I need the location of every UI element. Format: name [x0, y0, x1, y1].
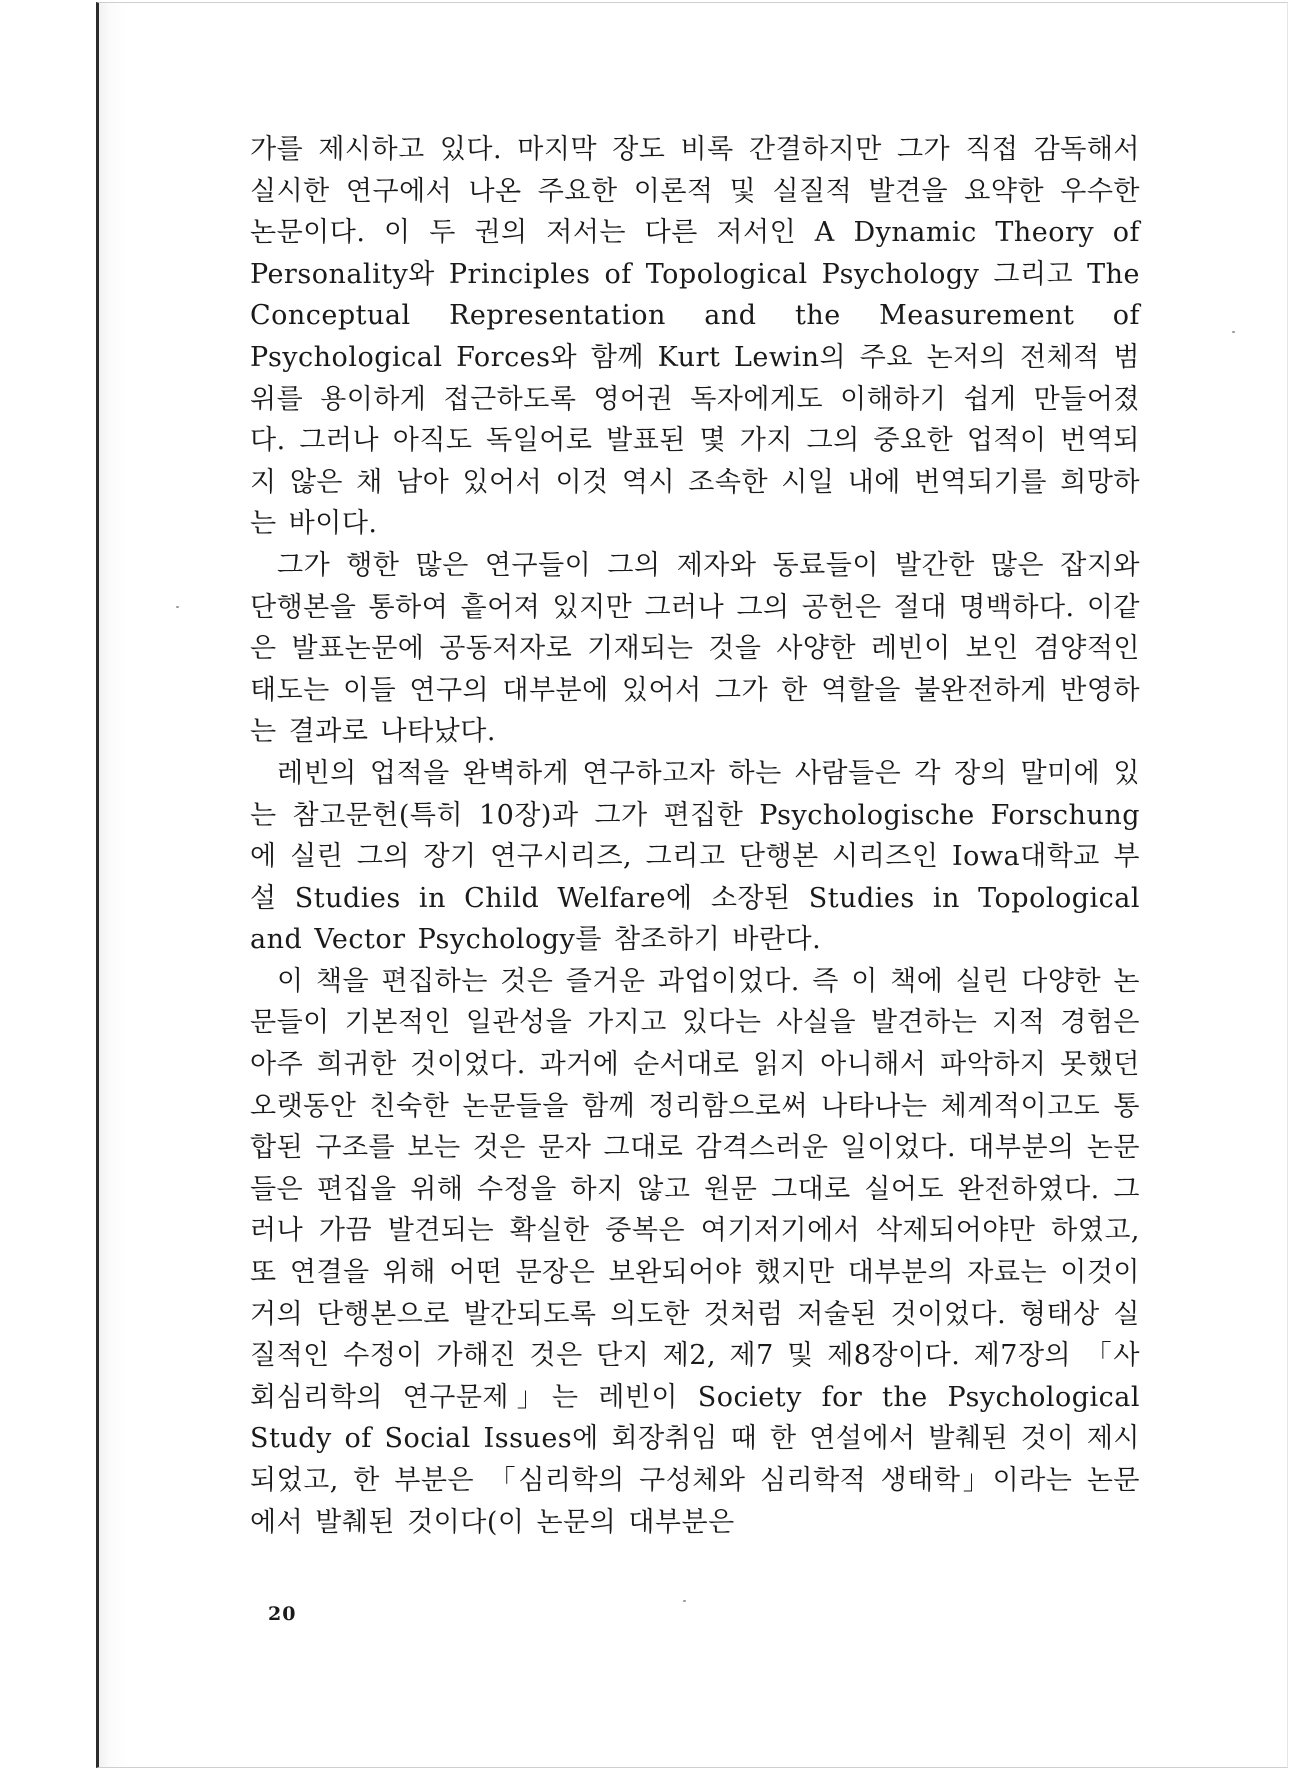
paragraph-4: 이 책을 편집하는 것은 즐거운 과업이었다. 즉 이 책에 실린 다양한 논문들이 기본적인 일관성을 가지고 있다는 사실을 발견하는 지적 경험은 아주 희귀한 것이었다. 과거에 순서대로 읽지 아니해서 파악하지 못했던 오랫동안 친숙한 논문들을 함께 정리함으로써 나타나는 체계적이고도 통합된 구조를 보는 것은 문자 그대로 감격스러운 일이었다. 대부분의 논문들은 편집을 위해 수정을 하지 않고 원문 그대로 실어도 완전하였다. 그러나 가끔 발견되는 확실한 중복은 여기저기에서 삭제되어야만 하였고, 또 연결을 위해 어떤 문장은 보완되어야 했지만 대부분의 자료는 이것이 거의 단행본으로 발간되도록 의도한 것처럼 저술된 것이었다. 형태상 실질적인 수정이 가해진 것은 단지 제2, 제7 및 제8장이다. 제7장의 「사회심리학의 연구문제」는 레빈이 Society for the Psychological Study of Social Issues에 회장취임 때 한 연설에서 발췌된 것이 제시되었고, 한 부분은 「심리학의 구성체와 심리학적 생태학」이라는 논문에서 발췌된 것이다(이 논문의 대부분은 [250, 965, 1140, 1538]
paragraph-3: 레빈의 업적을 완벽하게 연구하고자 하는 사람들은 각 장의 말미에 있는 참고문헌(특히 10장)과 그가 편집한 Psychologische Forschung에 실린 그의 장기 연구시리즈, 그리고 단행본 시리즈인 Iowa대학교 부설 Studies in Child Welfare에 소장된 Studies in Topological and Vector Psychology를 참조하기 바란다. [250, 757, 1140, 956]
scan-speck [683, 1600, 686, 1602]
page-number: 20 [268, 1603, 297, 1625]
paragraph-1: 가를 제시하고 있다. 마지막 장도 비록 간결하지만 그가 직접 감독해서 실시한 연구에서 나온 주요한 이론적 및 실질적 발견을 요약한 우수한 논문이다. 이 두 권의 저서는 다른 저서인 A Dynamic Theory of Personality와 Principles of Topological Psychology 그리고 The Conceptual Representation and the Measurement of Psychological Forces와 함께 Kurt Lewin의 주요 논저의 전체적 범위를 용이하게 접근하도록 영어권 독자에게도 이해하기 쉽게 만들어졌다. 그러나 아직도 독일어로 발표된 몇 가지 그의 중요한 업적이 번역되지 않은 채 남아 있어서 이것 역시 조속한 시일 내에 번역되기를 희망하는 바이다. [250, 134, 1140, 540]
scan-speck [1232, 331, 1235, 333]
body-text [250, 129, 1140, 1543]
paragraph-2: 그가 행한 많은 연구들이 그의 제자와 동료들이 발간한 많은 잡지와 단행본을 통하여 흩어져 있지만 그러나 그의 공헌은 절대 명백하다. 이같은 발표논문에 공동저자로 기재되는 것을 사양한 레빈이 보인 겸양적인 태도는 이들 연구의 대부분에 있어서 그가 한 역할을 불완전하게 반영하는 결과로 나타났다. [250, 549, 1140, 748]
scan-speck [176, 606, 179, 608]
